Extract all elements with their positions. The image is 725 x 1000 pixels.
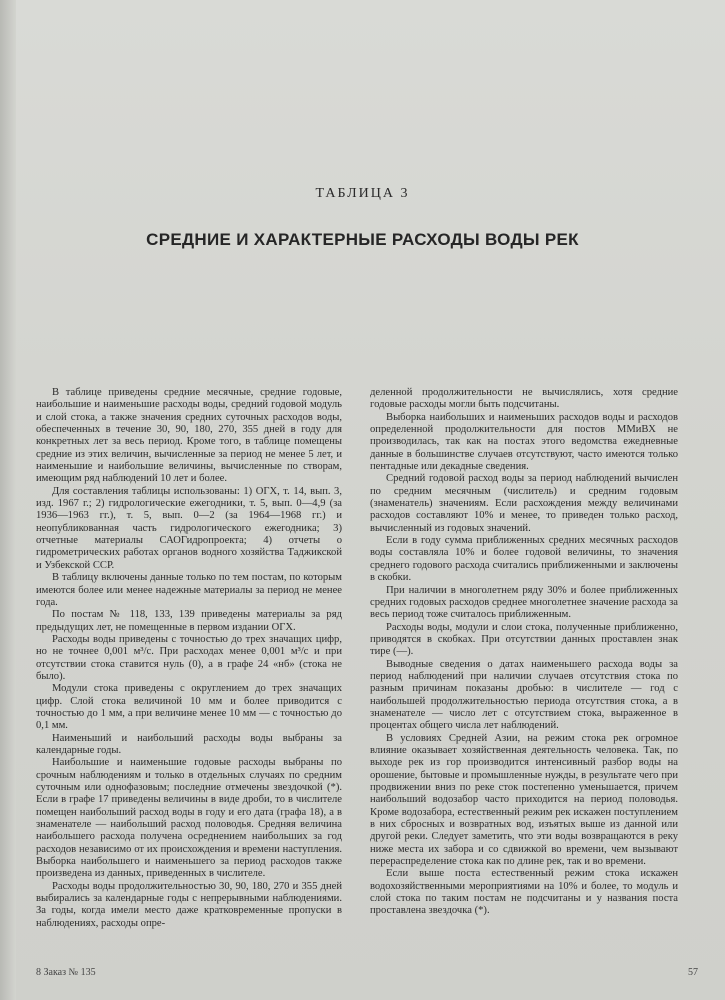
paragraph: Модули стока приведены с округлением до трех значащих цифр. Слой стока величиной 10 мм и более приводится с точностью до 1 мм, а при величине менее 10 мм — с точностью до 0,1 мм. bbox=[36, 683, 342, 732]
paragraph: Выборка наибольших и наименьших расходов воды и расходов определенной продолжительности для постов ММиВХ не производилась, так как на постах этого ведомства ежедневные данные в большинстве случаев отсутствуют, часто имеются только пентадные или декадные сведения. bbox=[370, 411, 678, 473]
paragraph: Если в году сумма приближенных средних месячных расходов воды составляла 10% и более годовой величины, то значения среднего годового расхода считались приближенными и заключены в скобки. bbox=[370, 535, 678, 584]
paragraph: В таблицу включены данные только по тем постам, по которым имеются более или менее надежные материалы за период не менее года. bbox=[36, 572, 342, 608]
paragraph: По постам № 118, 133, 139 приведены материалы за ряд предыдущих лет, не помещенные в первом издании ОГХ. bbox=[36, 609, 342, 633]
paragraph: Средний годовой расход воды за период наблюдений вычислен по средним месячным (числитель) и средним годовым (знаменатель) значениям. Если расхождения между величинами расходов составляют 10% и менее, то приведен только расход, вычисленный из годовых значений. bbox=[370, 473, 678, 534]
right-text-column bbox=[370, 387, 678, 918]
paragraph: Если выше поста естественный режим стока искажен водохозяйственными мероприятиями на 10% и более, то модуль и слой стока по таким постам не подсчитаны и у названия поста проставлена звездочка (*). bbox=[370, 868, 678, 917]
paragraph: В таблице приведены средние месячные, средние годовые, наибольшие и наименьшие расходы воды, средний годовой модуль и слой стока, а также значения средних суточных расходов воды, обеспеченных в течение 30, 90, 180, 270, 355 дней в году для конкретных лет за весь период. Кроме того, в таблице помещены средние из этих величин, вычисленные за период не менее 5 лет, и наименьшие и наибольшие величины, вычисленные по створам, имеющим ряд наблюдений 10 лет и более. bbox=[36, 387, 342, 485]
paragraph: При наличии в многолетнем ряду 30% и более приближенных средних годовых расходов среднее многолетнее значение расхода за весь период тоже считалось приближенным. bbox=[370, 584, 678, 621]
left-text-column bbox=[36, 387, 342, 930]
table-label: ТАБЛИЦА 3 bbox=[315, 186, 410, 201]
print-order-mark: 8 Заказ № 135 bbox=[36, 967, 96, 978]
paragraph: В условиях Средней Азии, на режим стока рек огромное влияние оказывает хозяйственная деятельность человека. Так, по выходе рек из гор производится интенсивный разбор воды на орошение, бытовые и промышленные нужды, в результате чего при продвижении вниз по реке сток постепенно уменьшается, причем наибольший водозабор часто приходится на период половодья. Кроме водозабора, естественный режим рек искажен поступлением в них сбросных и возвратных вод, изъятых выше из данной или другой реки. Следует заметить, что эти воды возвращаются в реку ниже места их забора и со сдвижкой во времени, чем вызывают перераспределение стока как по длине рек, так и во времени. bbox=[370, 732, 678, 868]
paragraph: Расходы воды продолжительностью 30, 90, 180, 270 и 355 дней выбирались за календарные годы с непрерывными наблюдениями. За годы, когда имели место даже кратковременные пропуски в наблюдениях, расходы опре- bbox=[36, 880, 342, 929]
paragraph: деленной продолжительности не вычислялись, хотя средние годовые расходы могли быть подсчитаны. bbox=[370, 387, 678, 411]
paragraph: Выводные сведения о датах наименьшего расхода воды за период наблюдений при наличии случаев отсутствия стока по разным причинам показаны дробью: в числителе — год с наибольшей продолжительностью периода отсутствия стока, а в знаменателе — число лет с отсутствием стока, выраженное в процентах общего числа лет наблюдений. bbox=[370, 658, 678, 732]
page-edge-shadow bbox=[0, 0, 16, 1000]
page-number: 57 bbox=[688, 967, 698, 978]
paragraph: Наибольшие и наименьшие годовые расходы выбраны по срочным наблюдениям и только в отдельных случаях по средним суточным или однофазовым; последние отмечены звездочкой (*). Если в графе 17 приведены величины в виде дроби, то в числителе помещен наибольший расход воды в году и его дата (графа 18), а в знаменателе — наибольший расход половодья. Средняя величина наибольшего расхода получена осреднением наибольших за год расходов независимо от их происхождения и времени наступления. Выборка наибольшего и наименьшего за период расходов также произведена из данных, приведенных в числителе. bbox=[36, 757, 342, 880]
paragraph: Для составления таблицы использованы: 1) ОГХ, т. 14, вып. 3, изд. 1967 г.; 2) гидрологические ежегодники, т. 5, вып. 0—4,9 (за 1936—1963 гг.), т. 5, вып. 0—2 (за 1964—1968 гг.) и неопубликованная часть гидрологического ежегодника; 3) отчетные материалы САОГидропроекта; 4) отчеты о гидрометрических работах органов водного хозяйства Таджикской и Узбекской ССР. bbox=[36, 485, 342, 571]
table-title: СРЕДНИЕ И ХАРАКТЕРНЫЕ РАСХОДЫ ВОДЫ РЕК bbox=[146, 230, 579, 249]
table-header bbox=[0, 186, 725, 250]
paragraph: Наименьший и наибольший расходы воды выбраны за календарные годы. bbox=[36, 732, 342, 756]
paragraph: Расходы воды, модули и слои стока, полученные приближенно, приводятся в скобках. При отсутствии данных проставлен знак тире (—). bbox=[370, 621, 678, 658]
paragraph: Расходы воды приведены с точностью до трех значащих цифр, но не точнее 0,001 м³/с. При расходах менее 0,001 м³/с и при отсутствии стока ставится нуль (0), а в графе 24 «нб» (стока не было). bbox=[36, 633, 342, 682]
